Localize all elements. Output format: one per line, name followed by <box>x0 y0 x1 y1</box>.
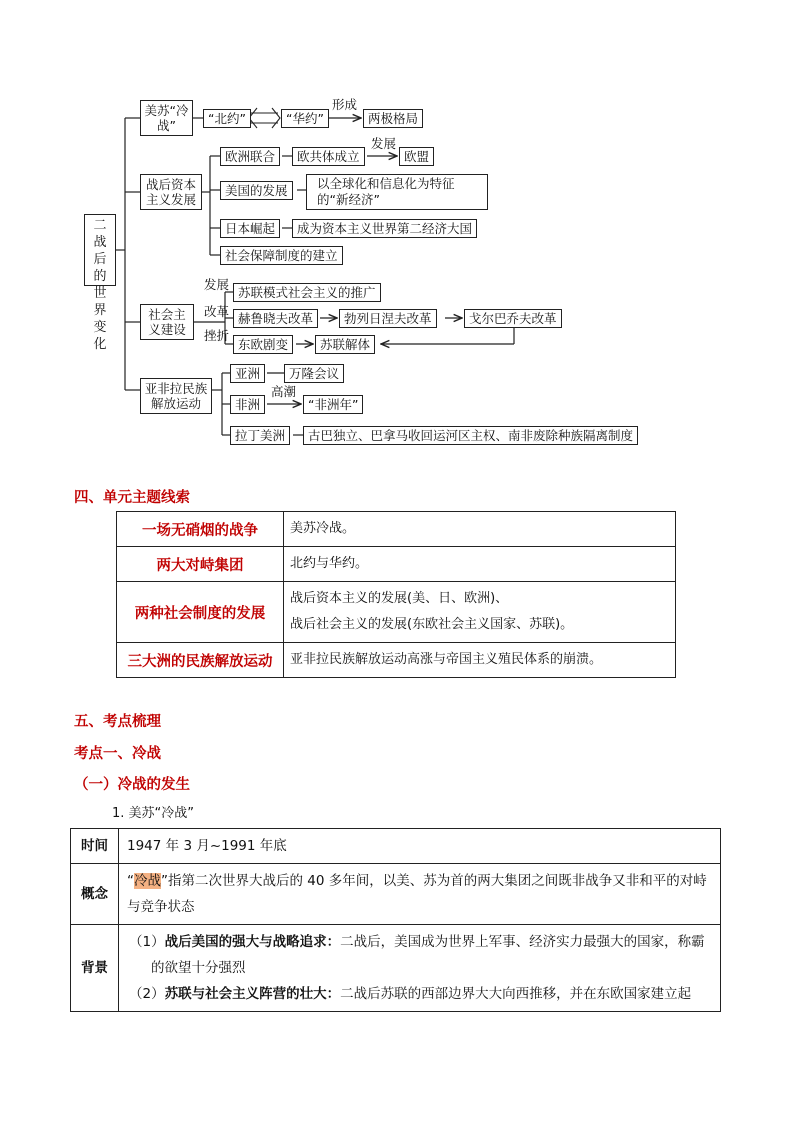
background-item-2 <box>129 981 712 1007</box>
concept-quote: “ <box>127 873 134 889</box>
theme-value: 美苏冷战。 <box>284 512 676 547</box>
label-climax: 高潮 <box>271 384 297 399</box>
bg2-text: 二战后苏联的西部边界大大向西推移，并在东欧国家建立起 <box>340 986 692 1002</box>
node-latam: 拉丁美洲 <box>230 426 290 445</box>
node-warsaw: “华约” <box>281 109 329 128</box>
diagram-root: 二战后的世界变化 <box>84 214 116 286</box>
bg1-text: 二战后，美国成为世界上军事、经济实力最强大的国家，称霸的欲望十分强烈 <box>151 934 705 976</box>
node-africa: 非洲 <box>230 395 265 414</box>
theme-value: 北约与华约。 <box>284 547 676 582</box>
theme-table <box>116 511 676 678</box>
branch-socialism: 社会主义建设 <box>140 304 194 340</box>
node-japan-result: 成为资本主义世界第二经济大国 <box>292 219 477 238</box>
concept-term-highlight: 冷战 <box>134 873 161 889</box>
time-value: 1947 年 3 月~1991 年底 <box>119 829 721 864</box>
node-asia: 亚洲 <box>230 364 265 383</box>
table-row <box>117 582 676 643</box>
theme-value <box>284 582 676 643</box>
theme-value-line: 战后资本主义的发展(美、日、欧洲)、 <box>290 591 509 606</box>
bg1-head: 战后美国的强大与战略追求： <box>164 934 341 950</box>
theme-key: 两种社会制度的发展 <box>117 582 284 643</box>
table-row <box>117 547 676 582</box>
theme-key: 一场无硝烟的战争 <box>117 512 284 547</box>
section5-title: 五、考点梳理 <box>74 714 161 730</box>
node-soviet-model: 苏联模式社会主义的推广 <box>233 283 381 302</box>
label-reform: 改革 <box>204 304 230 319</box>
node-bipolar: 两极格局 <box>363 109 423 128</box>
concept-key: 概念 <box>71 864 119 925</box>
section4-title: 四、单元主题线索 <box>74 490 190 506</box>
background-value <box>119 925 721 1012</box>
bg2-num: （2） <box>129 986 165 1002</box>
item1-label: 1. 美苏“冷战” <box>112 806 195 821</box>
sub1-title: （一）冷战的发生 <box>74 777 190 793</box>
label-formed: 形成 <box>332 97 358 112</box>
node-ussr-collapse: 苏联解体 <box>315 335 375 354</box>
node-eec: 欧共体成立 <box>292 147 365 166</box>
node-eu: 欧盟 <box>399 147 434 166</box>
branch-liberation: 亚非拉民族解放运动 <box>140 378 212 414</box>
node-usa: 美国的发展 <box>220 181 293 200</box>
concept-value <box>119 864 721 925</box>
theme-value: 亚非拉民族解放运动高涨与帝国主义殖民体系的崩溃。 <box>284 643 676 678</box>
label-setback: 挫折 <box>204 328 230 343</box>
theme-value-line: 战后社会主义的发展(东欧社会主义国家、苏联)。 <box>290 617 574 632</box>
cold-war-table <box>70 828 721 1012</box>
background-item-1 <box>129 929 712 981</box>
node-new-economy: 以全球化和信息化为特征的“新经济” <box>306 174 488 210</box>
background-key: 背景 <box>71 925 119 1012</box>
table-row <box>117 643 676 678</box>
label-develop: 发展 <box>371 136 397 151</box>
concept-text: ”指第二次世界大战后的 40 多年间，以美、苏为首的两大集团之间既非战争又非和平的对峙与竞争状态 <box>127 873 707 915</box>
branch-capitalism: 战后资本主义发展 <box>140 174 202 210</box>
node-gorbachev: 戈尔巴乔夫改革 <box>464 309 562 328</box>
node-brezhnev: 勃列日涅夫改革 <box>339 309 437 328</box>
table-row <box>71 829 721 864</box>
node-khrushchev: 赫鲁晓夫改革 <box>233 309 318 328</box>
table-row <box>71 864 721 925</box>
node-europe-union: 欧洲联合 <box>220 147 280 166</box>
node-nato: “北约” <box>203 109 251 128</box>
node-bandung: 万隆会议 <box>284 364 344 383</box>
point1-title: 考点一、冷战 <box>74 746 161 762</box>
bg2-head: 苏联与社会主义阵营的壮大： <box>164 986 341 1002</box>
branch-cold-war: 美苏“冷战” <box>140 100 193 136</box>
node-welfare: 社会保障制度的建立 <box>220 246 343 265</box>
label-soc-develop: 发展 <box>204 277 230 292</box>
table-row <box>117 512 676 547</box>
node-latam-events: 古巴独立、巴拿马收回运河区主权、南非废除种族隔离制度 <box>303 426 638 445</box>
node-japan: 日本崛起 <box>220 219 280 238</box>
time-key: 时间 <box>71 829 119 864</box>
node-east-europe: 东欧剧变 <box>233 335 293 354</box>
bg1-num: （1） <box>129 934 165 950</box>
theme-key: 三大洲的民族解放运动 <box>117 643 284 678</box>
concept-diagram <box>0 0 794 460</box>
theme-key: 两大对峙集团 <box>117 547 284 582</box>
table-row <box>71 925 721 1012</box>
node-africa-year: “非洲年” <box>303 395 363 414</box>
